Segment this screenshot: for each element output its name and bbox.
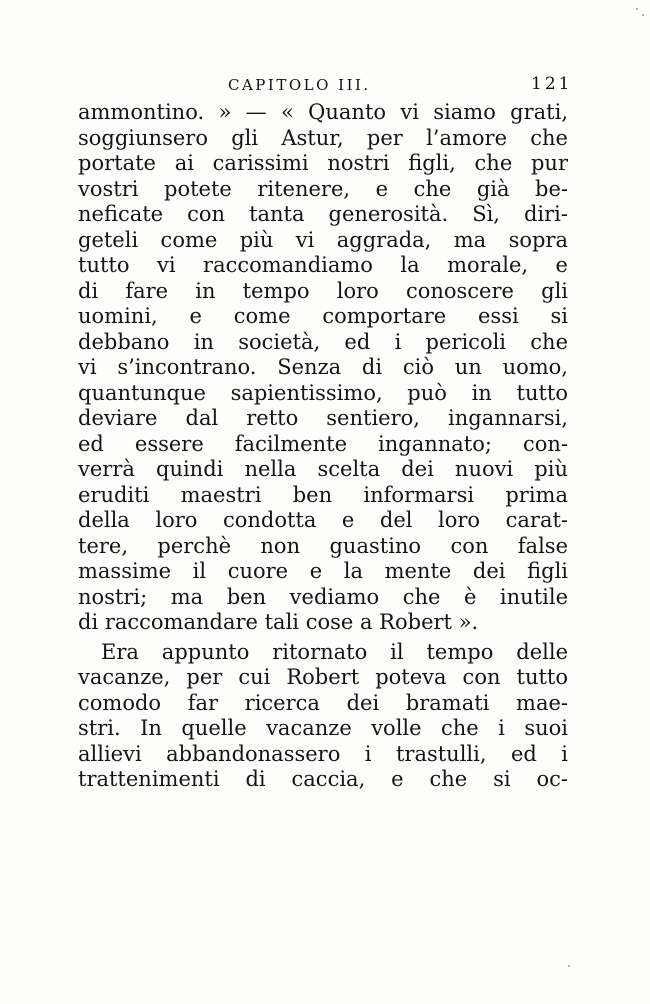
text-line: tutto vi raccomandiamo la morale, e: [78, 253, 568, 277]
text-line: soggiunsero gli Astur, per l’amore che: [78, 125, 568, 150]
text-line: ammontino. » — « Quanto vi siamo grati,: [78, 100, 568, 124]
text-line: uomini, e come comportare essi si: [78, 304, 568, 328]
text-line: Era appunto ritornato il tempo delle: [101, 639, 568, 664]
text-line: vacanze, per cui Robert poteva con tutto: [78, 665, 568, 689]
text-line: comodo far ricerca dei bramati mae-: [78, 690, 568, 715]
text-line: ed essere facilmente ingannato; con-: [78, 431, 568, 456]
text-line: debbano in società, ed i pericoli che: [78, 329, 568, 354]
text-line: allievi abbandonassero i trastulli, ed i: [78, 741, 568, 766]
text-line: della loro condotta e del loro carat-: [78, 508, 568, 532]
text-line: deviare dal retto sentiero, ingannarsi,: [78, 406, 568, 430]
text-line: stri. In quelle vacanze volle che i suoi: [78, 716, 568, 740]
paragraph: [78, 100, 568, 636]
text-line: neficate con tanta generosità. Sì, diri-: [78, 202, 568, 226]
body-text: [78, 100, 568, 793]
text-line: verrà quindi nella scelta dei nuovi più: [78, 457, 568, 481]
text-line: di fare in tempo loro conoscere gli: [78, 278, 568, 303]
paper-speck: [568, 965, 570, 967]
page-number: 121: [531, 74, 573, 94]
text-line: quantunque sapientissimo, può in tutto: [78, 380, 568, 405]
paragraph: [78, 640, 568, 793]
paper-speck: [636, 8, 638, 10]
running-head: [0, 76, 650, 98]
text-line: vostri potete ritenere, e che già be-: [78, 176, 568, 201]
text-line: eruditi maestri ben informarsi prima: [78, 482, 568, 507]
text-line: massime il cuore e la mente dei figli: [78, 559, 568, 583]
text-line: di raccomandare tali cose a Robert ».: [78, 610, 479, 634]
text-line: vi s’incontrano. Senza di ciò un uomo,: [78, 355, 568, 379]
text-line: nostri; ma ben vediamo che è inutile: [78, 584, 568, 609]
chapter-heading: CAPITOLO III.: [228, 76, 371, 94]
text-line: tere, perchè non guastino con false: [78, 533, 568, 558]
text-line: geteli come più vi aggrada, ma sopra: [78, 227, 568, 252]
text-line: portate ai carissimi nostri figli, che pur: [78, 151, 568, 175]
paper-speck: [642, 14, 644, 16]
text-line: trattenimenti di caccia, e che si oc-: [78, 767, 568, 791]
